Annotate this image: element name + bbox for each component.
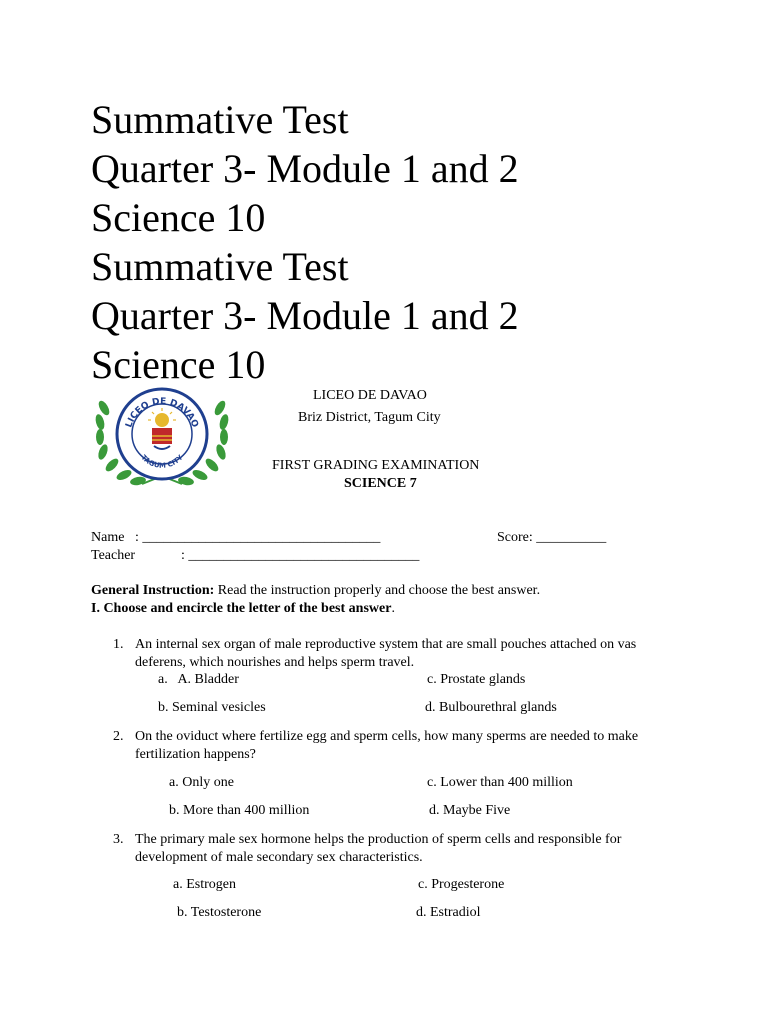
choice-d[interactable]: d. Maybe Five	[429, 803, 511, 818]
seal-text-top: LICEO DE DAVAO	[124, 396, 200, 430]
school-address: Briz District, Tagum City	[298, 410, 441, 425]
general-instruction	[91, 582, 540, 600]
choice-a[interactable]: a. Only one	[169, 775, 234, 790]
cover-title-line-4: Summative Test	[91, 244, 349, 289]
general-instruction-label: General Instruction:	[91, 583, 215, 598]
name-field[interactable]: : __________________________________	[135, 530, 381, 545]
exam-title: FIRST GRADING EXAMINATION	[272, 458, 480, 473]
score-field[interactable]: Score: __________	[497, 530, 607, 545]
part-one-period: .	[391, 601, 395, 616]
choice-c[interactable]: c. Lower than 400 million	[427, 775, 573, 790]
choice-c[interactable]: c. Progesterone	[418, 877, 505, 892]
school-name: LICEO DE DAVAO	[313, 388, 427, 403]
choice-a[interactable]: a. Estrogen	[173, 877, 236, 892]
name-label: Name	[91, 530, 125, 545]
question-text: The primary male sex hormone helps the production of sperm cells and responsible for development of male secondary sex characteristics.	[135, 832, 622, 865]
question-number: 3.	[113, 832, 124, 847]
question-text: An internal sex organ of male reproductive system that are small pouches attached on vas deferens, which nourishes and helps sperm travel.	[135, 637, 637, 670]
cover-title-line-5: Quarter 3- Module 1 and 2	[91, 293, 519, 338]
choice-c[interactable]: c. Prostate glands	[427, 672, 526, 687]
teacher-field[interactable]: : _________________________________	[181, 548, 420, 563]
part-one-text: I. Choose and encircle the letter of the best answer	[91, 601, 392, 616]
question-text: On the oviduct where fertilize egg and sperm cells, how many sperms are needed to make fertilization happens?	[135, 729, 639, 762]
exam-subject: SCIENCE 7	[344, 476, 417, 491]
cover-title-line-1: Summative Test	[91, 97, 349, 142]
cover-title-line-2: Quarter 3- Module 1 and 2	[91, 146, 519, 191]
choice-a[interactable]: a. A. Bladder	[158, 672, 239, 687]
question-number: 2.	[113, 729, 124, 744]
sun-icon	[155, 413, 169, 427]
choice-d[interactable]: d. Bulbourethral glands	[425, 700, 557, 715]
school-seal-logo	[92, 386, 232, 488]
general-instruction-text: Read the instruction properly and choose the best answer.	[214, 583, 541, 598]
choice-d[interactable]: d. Estradiol	[416, 905, 481, 920]
cover-title-line-6: Science 10	[91, 342, 266, 387]
part-one-instruction	[91, 600, 395, 618]
question-number: 1.	[113, 637, 124, 652]
teacher-label: Teacher	[91, 548, 136, 563]
choice-b[interactable]: b. More than 400 million	[169, 803, 310, 818]
choice-b[interactable]: b. Testosterone	[177, 905, 262, 920]
seal-text-bottom: TAGUM CITY	[139, 453, 185, 470]
choice-b[interactable]: b. Seminal vesicles	[158, 700, 266, 715]
cover-title-line-3: Science 10	[91, 195, 266, 240]
